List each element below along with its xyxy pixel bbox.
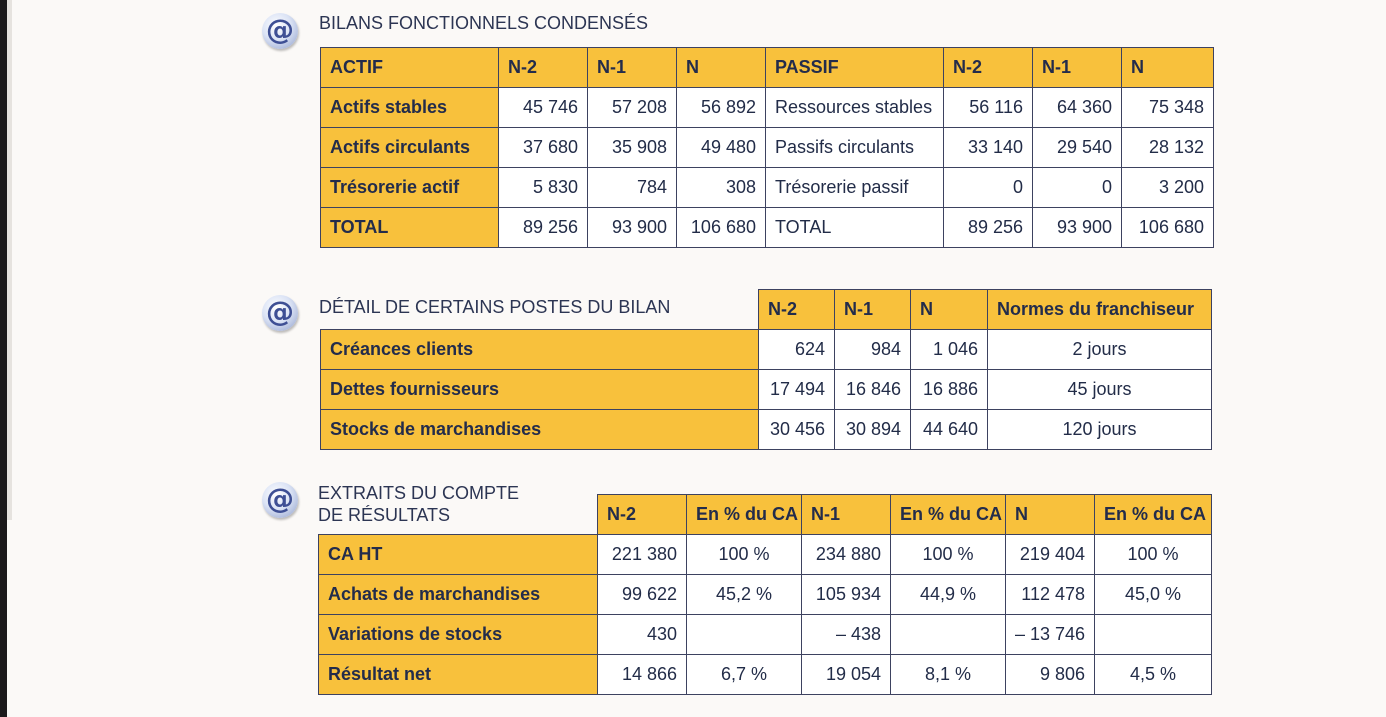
table-cell: 19 054 <box>802 655 891 695</box>
row-label: Stocks de marchandises <box>321 410 759 450</box>
table-cell: 45,0 % <box>1095 575 1212 615</box>
table-cell: 99 622 <box>598 575 687 615</box>
bilans-table <box>320 47 1214 248</box>
section-title-detail: DÉTAIL DE CERTAINS POSTES DU BILAN <box>319 297 671 317</box>
table-cell: 5 830 <box>499 168 588 208</box>
table-cell: 57 208 <box>588 88 677 128</box>
table-row-total <box>321 208 1214 248</box>
row-label: Actifs stables <box>321 88 499 128</box>
header-cell: ACTIF <box>321 48 499 88</box>
row-label: CA HT <box>319 535 598 575</box>
at-sign-icon: @ <box>262 13 298 49</box>
table-row <box>321 128 1214 168</box>
row-label: Achats de marchandises <box>319 575 598 615</box>
table-cell: 37 680 <box>499 128 588 168</box>
table-cell: 33 140 <box>944 128 1033 168</box>
table-cell: 120 jours <box>988 410 1212 450</box>
table-cell: 984 <box>835 330 911 370</box>
table-cell: 3 200 <box>1122 168 1214 208</box>
table-cell <box>687 615 802 655</box>
table-row <box>319 535 1212 575</box>
header-cell: N-1 <box>1033 48 1122 88</box>
table-cell: 64 360 <box>1033 88 1122 128</box>
table-cell: 45 746 <box>499 88 588 128</box>
header-spacer <box>321 290 759 330</box>
header-cell: N-1 <box>802 495 891 535</box>
header-spacer <box>319 495 598 535</box>
table-cell: 44,9 % <box>891 575 1006 615</box>
header-cell: N <box>1122 48 1214 88</box>
table-cell: 221 380 <box>598 535 687 575</box>
header-cell: En % du CA <box>1095 495 1212 535</box>
table-cell: 93 900 <box>1033 208 1122 248</box>
row-label: TOTAL <box>321 208 499 248</box>
table-cell: 6,7 % <box>687 655 802 695</box>
row-label: Actifs circulants <box>321 128 499 168</box>
table-cell: 28 132 <box>1122 128 1214 168</box>
table-cell: 29 540 <box>1033 128 1122 168</box>
table-cell: 17 494 <box>759 370 835 410</box>
table-cell: 16 846 <box>835 370 911 410</box>
table-cell: 0 <box>1033 168 1122 208</box>
header-cell: N <box>1006 495 1095 535</box>
table-cell: 56 116 <box>944 88 1033 128</box>
table-header-row <box>321 290 1212 330</box>
section-title-bilans: BILANS FONCTIONNELS CONDENSÉS <box>319 13 649 33</box>
table-row <box>321 410 1212 450</box>
header-cell: N-2 <box>759 290 835 330</box>
table-cell <box>1095 615 1212 655</box>
table-cell: 45,2 % <box>687 575 802 615</box>
table-header-row <box>321 48 1214 88</box>
header-cell: En % du CA <box>687 495 802 535</box>
table-header-row <box>319 495 1212 535</box>
table-cell: 56 892 <box>677 88 766 128</box>
table-row <box>319 615 1212 655</box>
table-cell: 9 806 <box>1006 655 1095 695</box>
table-cell: 100 % <box>1095 535 1212 575</box>
table-cell: 8,1 % <box>891 655 1006 695</box>
table-row <box>321 88 1214 128</box>
table-cell: 624 <box>759 330 835 370</box>
row-label-passif: Ressources stables <box>766 88 944 128</box>
table-cell: 1 046 <box>911 330 988 370</box>
table-cell: 44 640 <box>911 410 988 450</box>
header-cell: Normes du franchiseur <box>988 290 1212 330</box>
header-cell: N-2 <box>499 48 588 88</box>
section-title-compte-resultats: EXTRAITS DU COMPTE DE RÉSULTATS <box>318 483 520 525</box>
header-cell: En % du CA <box>891 495 1006 535</box>
table-cell: 45 jours <box>988 370 1212 410</box>
row-label: Variations de stocks <box>319 615 598 655</box>
table-cell: 308 <box>677 168 766 208</box>
table-cell: 75 348 <box>1122 88 1214 128</box>
table-row <box>321 370 1212 410</box>
table-row <box>321 168 1214 208</box>
header-cell: N-2 <box>598 495 687 535</box>
page-edge-shadow <box>0 0 7 717</box>
row-label: Trésorerie actif <box>321 168 499 208</box>
table-cell <box>891 615 1006 655</box>
table-row <box>319 655 1212 695</box>
table-cell: 16 886 <box>911 370 988 410</box>
table-row <box>319 575 1212 615</box>
table-cell: – 438 <box>802 615 891 655</box>
table-cell: 89 256 <box>499 208 588 248</box>
header-cell: N <box>677 48 766 88</box>
table-cell: – 13 746 <box>1006 615 1095 655</box>
table-cell: 30 894 <box>835 410 911 450</box>
row-label-passif: Passifs circulants <box>766 128 944 168</box>
table-cell: 100 % <box>891 535 1006 575</box>
table-cell: 430 <box>598 615 687 655</box>
table-cell: 30 456 <box>759 410 835 450</box>
table-cell: 106 680 <box>677 208 766 248</box>
table-cell: 100 % <box>687 535 802 575</box>
table-cell: 105 934 <box>802 575 891 615</box>
table-cell: 89 256 <box>944 208 1033 248</box>
compte-resultats-table <box>318 494 1212 695</box>
table-cell: 106 680 <box>1122 208 1214 248</box>
row-label: Résultat net <box>319 655 598 695</box>
table-cell: 2 jours <box>988 330 1212 370</box>
table-cell: 219 404 <box>1006 535 1095 575</box>
header-cell: N <box>911 290 988 330</box>
table-cell: 0 <box>944 168 1033 208</box>
detail-postes-table <box>320 289 1212 450</box>
header-cell: PASSIF <box>766 48 944 88</box>
at-sign-icon: @ <box>262 482 298 518</box>
row-label: Dettes fournisseurs <box>321 370 759 410</box>
table-cell: 14 866 <box>598 655 687 695</box>
header-cell: N-1 <box>835 290 911 330</box>
table-cell: 784 <box>588 168 677 208</box>
table-row <box>321 330 1212 370</box>
header-cell: N-1 <box>588 48 677 88</box>
row-label-passif: Trésorerie passif <box>766 168 944 208</box>
table-cell: 93 900 <box>588 208 677 248</box>
table-cell: 112 478 <box>1006 575 1095 615</box>
table-cell: 4,5 % <box>1095 655 1212 695</box>
row-label: Créances clients <box>321 330 759 370</box>
row-label-passif: TOTAL <box>766 208 944 248</box>
table-cell: 35 908 <box>588 128 677 168</box>
table-cell: 49 480 <box>677 128 766 168</box>
at-sign-icon: @ <box>262 295 298 331</box>
header-cell: N-2 <box>944 48 1033 88</box>
table-cell: 234 880 <box>802 535 891 575</box>
page-edge-fold <box>7 0 12 520</box>
